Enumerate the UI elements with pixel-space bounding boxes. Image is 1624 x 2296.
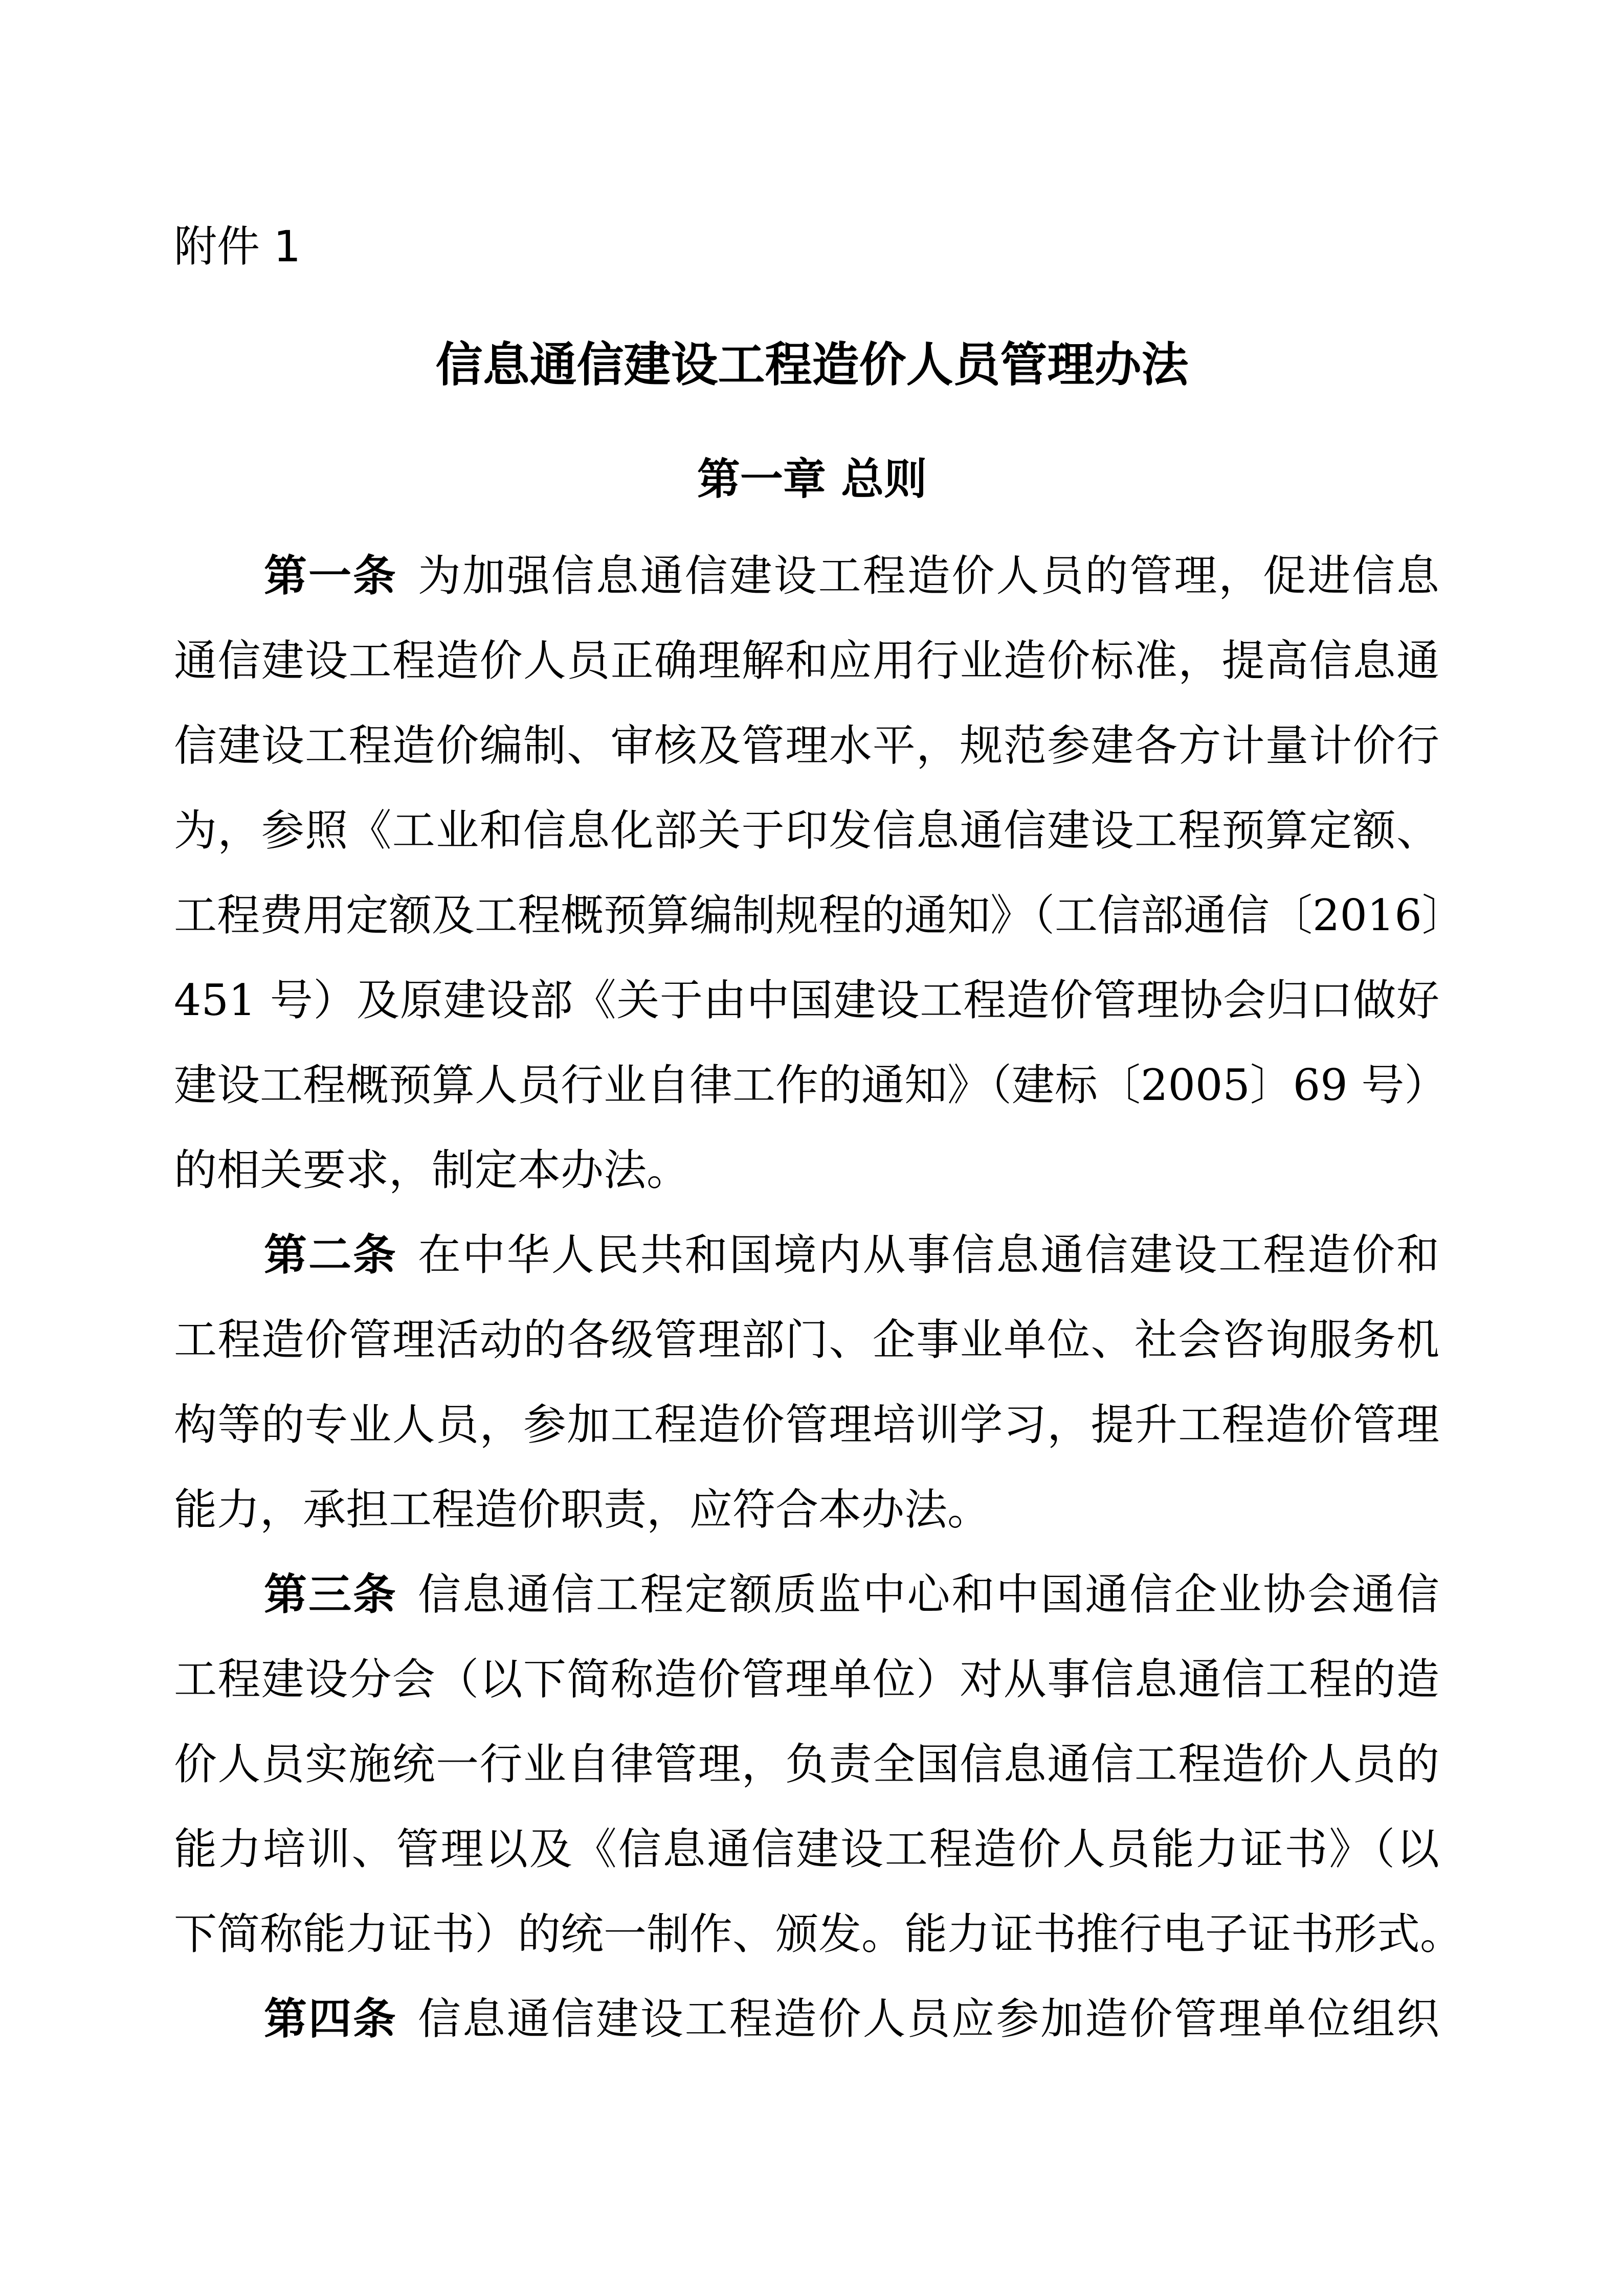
article-paragraph	[174, 533, 1465, 1212]
document-title: 信息通信建设工程造价人员管理办法	[435, 337, 1189, 392]
text-line	[174, 958, 1439, 1043]
article-number: 第二条	[264, 1229, 397, 1280]
line-text: 451 号）及原建设部《关于由中国建设工程造价管理协会归口做好	[174, 975, 1439, 1025]
text-line	[174, 1892, 1463, 1976]
text-line	[174, 1043, 1448, 1128]
text-line	[174, 873, 1465, 958]
text-line	[174, 1467, 1439, 1552]
text-line	[174, 533, 1439, 618]
article-paragraph	[174, 1552, 1463, 1976]
attachment-label: 附件 1	[174, 221, 301, 272]
document-body	[174, 533, 1465, 2061]
line-text: 工程费用定额及工程概预算编制规程的通知》（工信部通信〔2016〕	[174, 890, 1465, 940]
article-number: 第三条	[264, 1569, 397, 1619]
article-number: 第四条	[264, 1993, 397, 2044]
line-text: 构等的专业人员，参加工程造价管理培训学习，提升工程造价管理	[174, 1400, 1439, 1450]
text-line	[174, 1212, 1439, 1297]
article-paragraph	[174, 1212, 1439, 1552]
chapter-heading: 第一章 总则	[697, 454, 927, 504]
line-text: 能力，承担工程造价职责，应符合本办法。	[174, 1484, 991, 1535]
text-line	[174, 1128, 1439, 1212]
line-text: 价人员实施统一行业自律管理，负责全国信息通信工程造价人员的	[174, 1739, 1439, 1789]
line-text: 的相关要求，制定本办法。	[174, 1145, 690, 1195]
text-line	[174, 1297, 1439, 1382]
line-text: 信息通信建设工程造价人员应参加造价管理单位组织	[417, 1994, 1439, 2044]
line-text: 工程建设分会（以下简称造价管理单位）对从事信息通信工程的造	[174, 1654, 1439, 1704]
text-line	[174, 788, 1439, 873]
line-text: 通信建设工程造价人员正确理解和应用行业造价标准，提高信息通	[174, 636, 1439, 686]
article-number: 第一条	[264, 550, 397, 601]
article-paragraph	[174, 1976, 1439, 2061]
text-line	[174, 1807, 1439, 1892]
text-line	[174, 703, 1439, 788]
text-line	[174, 618, 1439, 703]
text-line	[174, 1382, 1439, 1467]
text-line	[174, 1552, 1439, 1637]
line-text: 下简称能力证书）的统一制作、颁发。能力证书推行电子证书形式。	[174, 1909, 1463, 1959]
line-text: 工程造价管理活动的各级管理部门、企事业单位、社会咨询服务机	[174, 1315, 1439, 1365]
line-text: 信息通信工程定额质监中心和中国通信企业协会通信	[417, 1569, 1439, 1619]
text-line	[174, 1637, 1439, 1722]
line-text: 为加强信息通信建设工程造价人员的管理，促进信息	[417, 551, 1439, 601]
line-text: 为，参照《工业和信息化部关于印发信息通信建设工程预算定额、	[174, 805, 1439, 856]
line-text: 能力培训、管理以及《信息通信建设工程造价人员能力证书》（以	[174, 1824, 1439, 1874]
text-line	[174, 1722, 1439, 1807]
line-text: 建设工程概预算人员行业自律工作的通知》（建标〔2005〕69 号）	[174, 1060, 1448, 1110]
line-text: 信建设工程造价编制、审核及管理水平，规范参建各方计量计价行	[174, 721, 1439, 771]
text-line	[174, 1976, 1439, 2061]
line-text: 在中华人民共和国境内从事信息通信建设工程造价和	[417, 1230, 1439, 1280]
